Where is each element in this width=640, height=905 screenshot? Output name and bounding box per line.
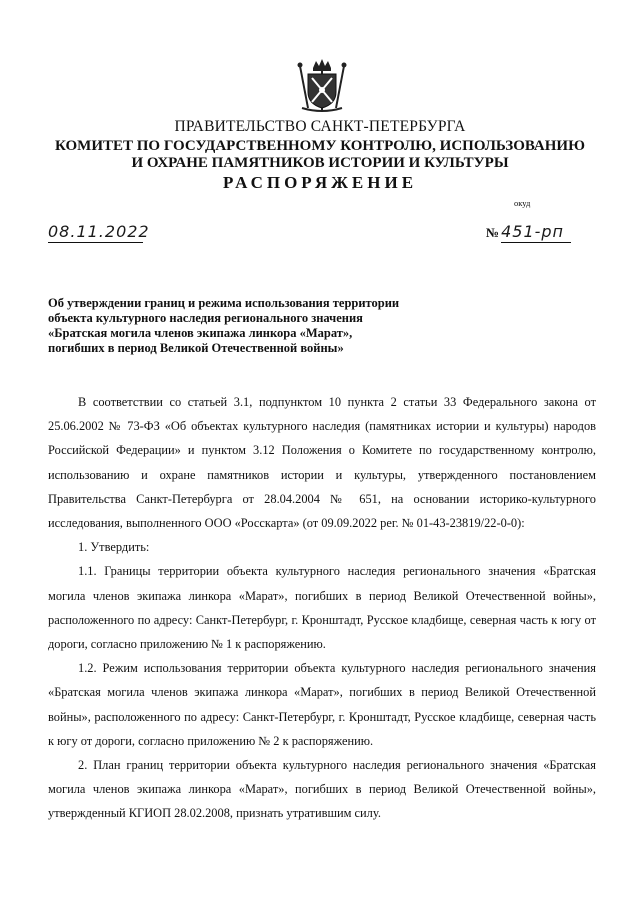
document-number [486,222,584,243]
okud-label: окуд [514,198,531,208]
item-1-2: 1.2. Режим использования территории объекта культурного наследия регионального значения «Братская могила членов экипажа линкора «Марат», погибших в период Великой Отечественной войны», расположенного по адресу: Санкт-Петербург, г. Кронштадт, Русское кладбище, северная часть к югу от дороги, согласно приложению № 2 к распоряжению. [48,661,596,748]
document-body [48,390,596,826]
subject-line: Об утверждении границ и режима использования территории [48,296,400,310]
coat-of-arms-icon [296,58,348,114]
government-name: ПРАВИТЕЛЬСТВО САНКТ-ПЕТЕРБУРГА [174,118,466,135]
committee-name [0,138,640,172]
item-1: 1. Утвердить: [78,540,150,555]
committee-name-line-2: И ОХРАНЕ ПАМЯТНИКОВ ИСТОРИИ И КУЛЬТУРЫ [131,155,509,171]
item-1-1: 1.1. Границы территории объекта культурного наследия регионального значения «Братская могила членов экипажа линкора «Марат», погибших в период Великой Отечественной войны», расположенного по адресу: Санкт-Петербург, г. Кронштадт, Русское кладбище, северная часть к югу от дороги, согласно приложению № 1 к распоряжению. [48,564,596,652]
item-2: 2. План границ территории объекта культурного наследия регионального значения «Братская могила членов экипажа линкора «Марат», погибших в период Великой Отечественной войны», утвержденный КГИОП 28.02.2008, признать утратившим силу. [48,758,596,821]
subject-line: погибших в период Великой Отечественной войны» [48,341,344,355]
subject-line: объекта культурного наследия регионального значения [48,311,363,325]
preamble-paragraph: В соответствии со статьей 3.1, подпунктом 10 пункта 2 статьи 33 Федерального закона от 25.06.2002 № 73-ФЗ «Об объектах культурного наследия (памятниках истории и культуры) народов Российской Федерации» и пунктом 3.12 Положения о Комитете по государственному контролю, использованию и охране памятников истории и культуры, утвержденного постановлением Правительства Санкт-Петербурга от 28.04.2004 № 651, на основании историко-культурного исследования, выполненного ООО «Росскарта» (от 09.09.2022 рег. № 01-43-23819/22-0-0): [48,395,596,531]
document-date-value: 08.11.2022 [48,222,150,241]
committee-name-line-1: КОМИТЕТ ПО ГОСУДАРСТВЕННОМУ КОНТРОЛЮ, ИСПОЛЬЗОВАНИЮ [55,138,585,154]
document-type-title: РАСПОРЯЖЕНИЕ [222,173,418,192]
number-sign: № [486,225,500,240]
document-number-value: 451-рп [501,222,565,241]
subject-line: «Братская могила членов экипажа линкора «Марат», [48,326,353,340]
document-date [48,222,150,243]
document-subject [48,296,448,356]
